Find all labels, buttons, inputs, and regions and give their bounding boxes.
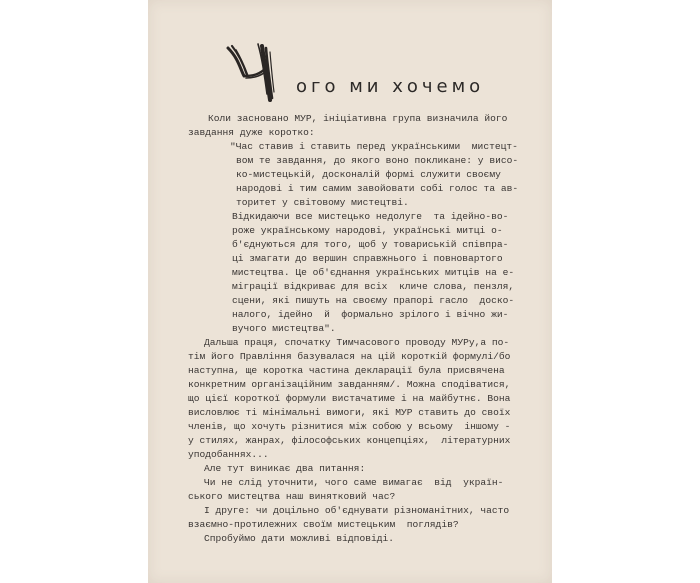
text-line: налого, ідейно й формально зрілого і вічно жи- [232,309,509,320]
text-line: членів, що хочуть різнитися між собою у всьому іншому - [188,421,511,432]
text-line: сцени, які пишуть на своєму прапорі гасло доско- [232,295,515,306]
text-line: б'єднуються для того, щоб у товариській співпра- [232,239,509,250]
text-line: Коли засновано МУР, ініціативна група визначила його [208,113,508,124]
title-text: ого ми хочемо [296,76,485,97]
text-line: у стилях, жанрах, філософських концепціях, літературних [188,435,511,446]
text-line: Дальша праця, спочатку Тимчасового проводу МУРу,а по- [204,337,510,348]
text-line: висловлює ті мінімальні вимоги, які МУР ставить до своїх [188,407,511,418]
text-line: торитет у світовому мистецтві. [236,197,409,208]
text-line: І друге: чи доцільно об'єднувати різноманітних, часто [204,505,510,516]
text-line: ського мистецтва наш винятковий час? [188,491,396,502]
text-line: завдання дуже коротко: [188,127,315,138]
text-line: ко-мистецькій, досконалій формі служити своєму [236,169,501,180]
text-line: "Час ставив і ставить перед українськими мистецт- [230,141,518,152]
text-line: роже українському народові, українські митці о- [232,225,503,236]
text-line: ці змагати до вершин справжнього і повновартого [232,253,503,264]
text-line: Чи не слід уточнити, чого саме вимагає від україн- [204,477,504,488]
text-line: Відкидаючи все мистецько недолуге та ідейно-во- [232,211,509,222]
text-line: Спробуймо дати можливі відповіді. [204,533,394,544]
text-line: міграції відкриває для всіх кличе слова, пензля, [232,281,515,292]
text-line: мистецтва. Це об'єднання українських митців на е- [232,267,515,278]
text-line: вучого мистецтва". [232,323,336,334]
text-line: тім його Правління базувалася на цій короткій формулі/бо [188,351,511,362]
text-line: вом те завдання, до якого воно покликане: у висо- [236,155,519,166]
text-line: взаємно-протилежних своїм мистецьким поглядів? [188,519,459,530]
title-initial-letter [220,42,280,102]
text-line: конкретним організаційним завданням/. Можна сподіватися, [188,379,511,390]
document-page [148,0,552,583]
text-line: наступна, ще коротка частина декларації була присвячена [188,365,505,376]
text-line: народові і тим самим завойовати собі голос та ав- [236,183,519,194]
text-line: уподобаннях... [188,449,269,460]
document-title [148,42,552,102]
text-line: що цієї короткої формули вистачатиме і на майбутнє. Вона [188,393,511,404]
text-line: Але тут виникає два питання: [204,463,366,474]
